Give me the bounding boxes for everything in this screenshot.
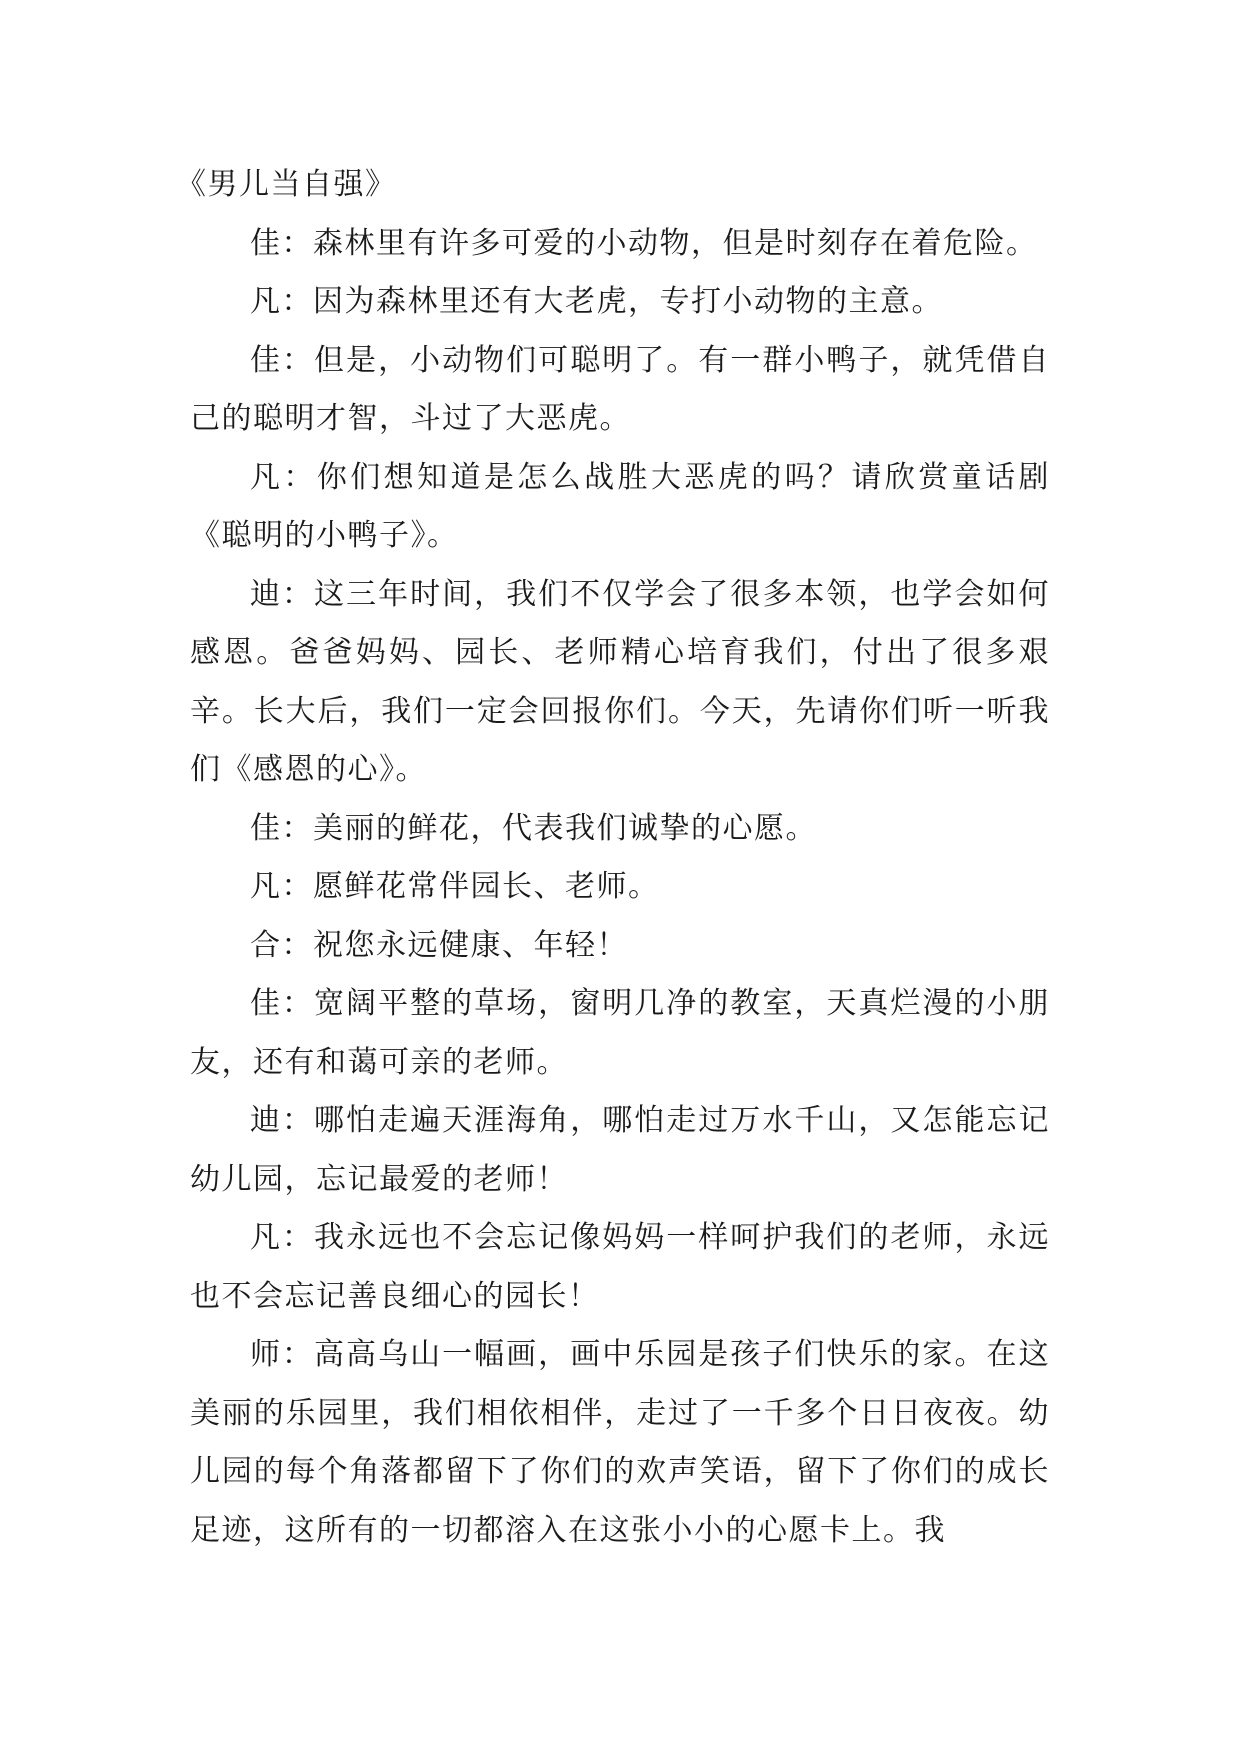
paragraph-9: 佳：宽阔平整的草场，窗明几净的教室，天真烂漫的小朋友，还有和蔼可亲的老师。 [190, 986, 1050, 1080]
paragraph-5: 迪：这三年时间，我们不仅学会了很多本领，也学会如何感恩。爸爸妈妈、园长、老师精心培育我们，付出了很多艰辛。长大后，我们一定会回报你们。今天，先请你们听一听我们《感恩的心》。 [190, 576, 1050, 787]
paragraph-4: 凡：你们想知道是怎么战胜大恶虎的吗？请欣赏童话剧《聪明的小鸭子》。 [190, 459, 1050, 553]
paragraph-3: 佳：但是，小动物们可聪明了。有一群小鸭子，就凭借自己的聪明才智，斗过了大恶虎。 [190, 342, 1050, 436]
paragraph-8: 合：祝您永远健康、年轻！ [250, 927, 628, 963]
paragraph-6: 佳：美丽的鲜花，代表我们诚挚的心愿。 [250, 810, 817, 846]
document-body [176, 156, 1050, 1560]
paragraph-10: 迪：哪怕走遍天涯海角，哪怕走过万水千山，又怎能忘记幼儿园，忘记最爱的老师！ [190, 1103, 1050, 1197]
paragraph-1: 佳：森林里有许多可爱的小动物，但是时刻存在着危险。 [250, 225, 1038, 261]
paragraph-11: 凡：我永远也不会忘记像妈妈一样呵护我们的老师，永远也不会忘记善良细心的园长！ [190, 1220, 1050, 1314]
paragraph-7: 凡：愿鲜花常伴园长、老师。 [250, 869, 660, 904]
paragraph-2: 凡：因为森林里还有大老虎，专打小动物的主意。 [250, 284, 943, 319]
document-title: 《男儿当自强》 [176, 167, 397, 202]
paragraph-12: 师：高高乌山一幅画，画中乐园是孩子们快乐的家。在这美丽的乐园里，我们相依相伴，走过了一千多个日日夜夜。幼儿园的每个角落都留下了你们的欢声笑语，留下了你们的成长足迹，这所有的一切都溶入在这张小小的心愿卡上。我 [190, 1337, 1050, 1548]
